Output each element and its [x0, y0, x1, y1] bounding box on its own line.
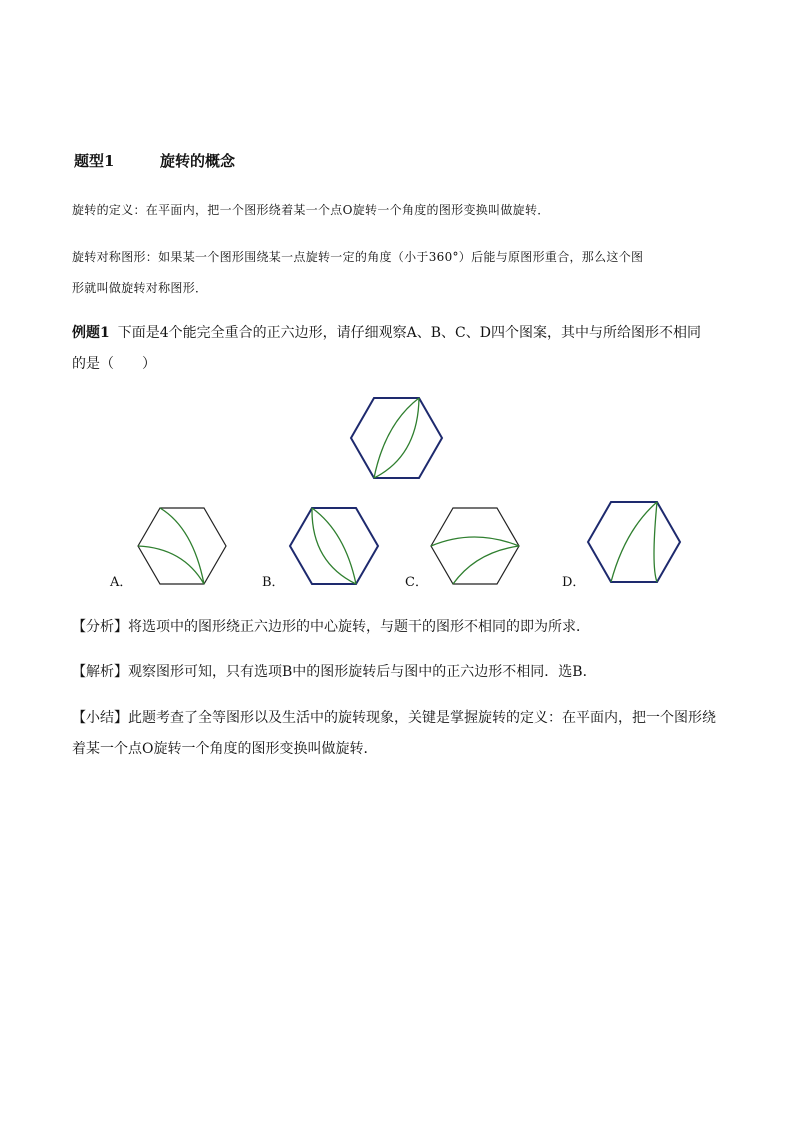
symmetric-definition-line1: 旋转对称图形：如果某一个图形围绕某一点旋转一定的角度（小于360°）后能与原图形重合，那么这个图	[72, 250, 644, 264]
option-d-arc-right	[654, 502, 657, 582]
solution-text: 观察图形可知，只有选项B中的图形旋转后与图中的正六边形不相同．选B．	[128, 664, 597, 680]
rotation-definition: 旋转的定义：在平面内，把一个图形绕着某一个点O旋转一个角度的图形变换叫做旋转．	[72, 203, 550, 217]
option-c-label: C．	[405, 575, 428, 590]
solution-label: 【解析】	[72, 664, 128, 680]
option-d-hexagon	[588, 502, 680, 582]
main-hexagon-outline	[351, 398, 442, 478]
option-a-figure	[137, 506, 237, 596]
example-line1: 下面是4个能完全重合的正六边形，请仔细观察A、B、C、D四个图案，其中与所给图形不相同	[117, 325, 701, 341]
summary-label: 【小结】	[72, 710, 128, 726]
option-b-figure	[289, 506, 389, 596]
summary-line1: 此题考查了全等图形以及生活中的旋转现象，关键是掌握旋转的定义：在平面内，把一个图形绕	[128, 710, 716, 726]
main-arc-right	[374, 398, 419, 478]
analysis-label: 【分析】	[72, 619, 128, 635]
option-d-arc-left	[611, 502, 657, 582]
example-label: 例题1	[72, 325, 110, 341]
option-b-label: B．	[262, 575, 285, 590]
section-number: 题型1	[74, 152, 115, 170]
section-heading	[74, 150, 235, 171]
analysis-block	[72, 612, 726, 643]
symmetric-definition-line2: 形就叫做旋转对称图形．	[72, 281, 208, 295]
option-d-label: D．	[562, 575, 586, 590]
section-title: 旋转的概念	[160, 152, 236, 170]
option-c-arc-top	[431, 537, 519, 546]
option-b-hexagon	[290, 508, 378, 584]
example-question	[72, 318, 726, 349]
example-line2: 的是（ ）	[72, 356, 156, 372]
summary-line2: 着某一个点O旋转一个角度的图形变换叫做旋转．	[72, 741, 378, 757]
option-c-arc-bottom	[453, 546, 519, 584]
solution-block	[72, 657, 726, 688]
option-a-label: A．	[110, 575, 133, 590]
option-a-hexagon	[138, 508, 226, 584]
option-c-hexagon	[431, 508, 519, 584]
option-a-arc-upper	[160, 508, 204, 584]
analysis-text: 将选项中的图形绕正六边形的中心旋转，与题干的图形不相同的即为所求．	[128, 619, 590, 635]
summary-block	[72, 703, 726, 734]
option-b-arc-left	[312, 508, 356, 584]
option-d-figure	[587, 500, 687, 590]
option-c-figure	[430, 506, 530, 596]
main-hexagon-figure	[350, 394, 450, 484]
